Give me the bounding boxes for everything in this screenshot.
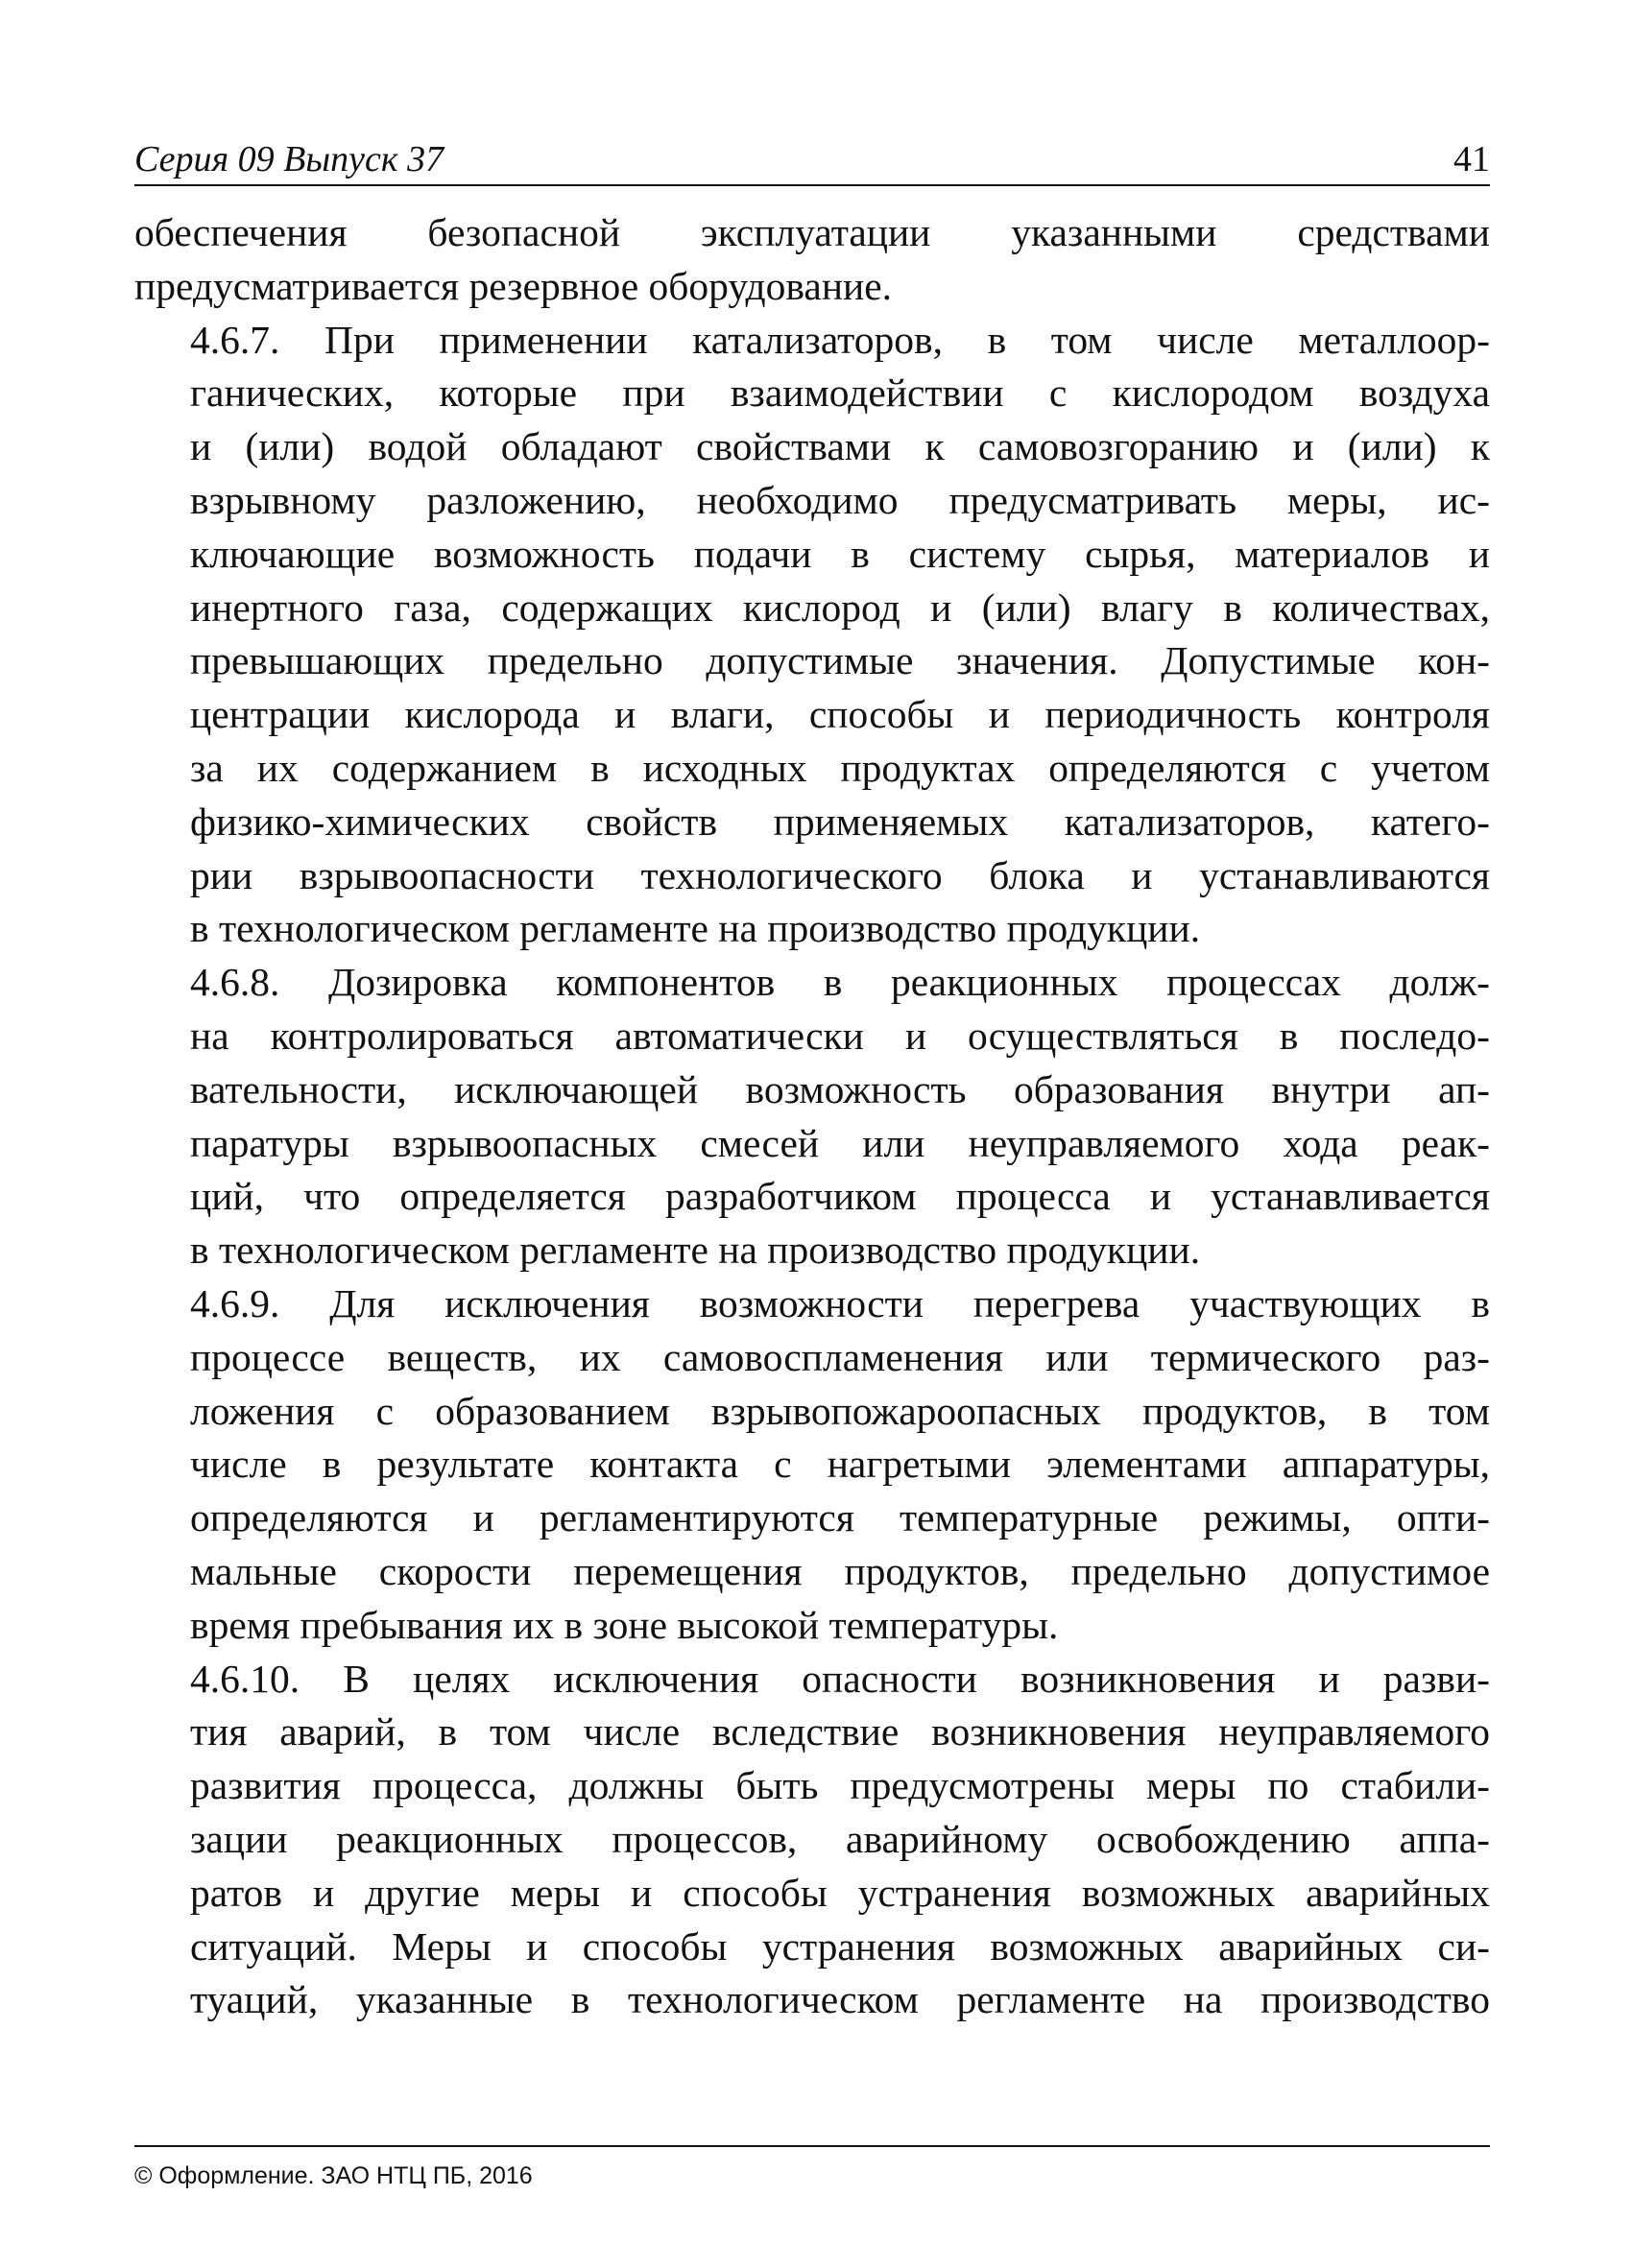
text-line: физико-химических свойств применяемых катализаторов, катего- [190,799,1490,844]
text-line: ситуаций. Меры и способы устранения возможных аварийных си- [190,1923,1490,1969]
paragraph-4-6-9 [134,1277,1490,1653]
text-line: тия аварий, в том числе вследствие возникновения неуправляемого [190,1709,1490,1755]
text-line: числе в результате контакта с нагретыми элементами аппаратуры, [190,1442,1490,1487]
text-line: туаций, указанные в технологическом регламенте на производство [190,1977,1490,2022]
paragraph-4-6-10 [134,1653,1490,2028]
text-line: 4.6.9. Для исключения возможности перегрева участвующих в [190,1280,1490,1325]
text-line: в технологическом регламенте на производство продукции. [190,906,1201,951]
text-line: ганических, которые при взаимодействии с кислородом воздуха [190,370,1490,416]
text-line: процессе веществ, их самовоспламенения или термического раз- [190,1334,1490,1379]
text-line: взрывному разложению, необходимо предусматривать меры, ис- [190,477,1490,522]
body-text [134,206,1490,2027]
text-line: инертного газа, содержащих кислород и (или) влагу в количествах, [190,585,1490,630]
paragraph-4-6-7 [134,314,1490,957]
copyright-notice: © Оформление. ЗАО НТЦ ПБ, 2016 [134,2162,533,2189]
text-line: 4.6.8. Дозировка компонентов в реакционных процессах долж- [190,960,1490,1005]
text-line: центрации кислорода и влаги, способы и периодичность контроля [190,692,1490,737]
text-line: время пребывания их в зоне высокой температуры. [190,1602,1059,1647]
page-number: 41 [1453,139,1490,179]
paragraph-4-6-8 [134,956,1490,1277]
text-line: и (или) водой обладают свойствами к самовозгоранию и (или) к [190,424,1490,469]
text-line: мальные скорости перемещения продуктов, предельно допустимое [190,1548,1490,1593]
page-header [134,134,1490,186]
page-footer [134,2145,1490,2191]
text-line: паратуры взрывоопасных смесей или неуправляемого хода реак- [190,1120,1490,1165]
text-line: обеспечения безопасной эксплуатации указанными средствами [134,210,1490,254]
text-line: предусматривается резервное оборудование. [134,263,893,308]
paragraph-continuation [134,206,1490,314]
text-line: зации реакционных процессов, аварийному освобождению аппа- [190,1816,1490,1861]
text-line: ратов и другие меры и способы устранения возможных аварийных [190,1870,1490,1915]
text-line: рии взрывоопасности технологического блока и устанавливаются [190,852,1490,897]
text-line: развития процесса, должны быть предусмотрены меры по стабили- [190,1763,1490,1808]
text-line: превышающих предельно допустимые значения. Допустимые кон- [190,638,1490,683]
running-head: Серия 09 Выпуск 37 [134,139,444,179]
text-line: 4.6.10. В целях исключения опасности возникновения и разви- [190,1656,1490,1701]
text-line: определяются и регламентируются температурные режимы, опти- [190,1495,1490,1540]
text-line: в технологическом регламенте на производство продукции. [190,1228,1201,1273]
text-line: вательности, исключающей возможность образования внутри ап- [190,1066,1490,1111]
text-line: ций, что определяется разработчиком процесса и устанавливается [190,1174,1490,1219]
text-line: на контролироваться автоматически и осуществляться в последо- [190,1013,1490,1058]
text-line: ложения с образованием взрывопожароопасных продуктов, в том [190,1388,1490,1433]
text-line: за их содержанием в исходных продуктах определяются с учетом [190,745,1490,790]
text-line: 4.6.7. При применении катализаторов, в том числе металлоор- [190,317,1490,362]
text-line: ключающие возможность подачи в систему сырья, материалов и [190,531,1490,576]
